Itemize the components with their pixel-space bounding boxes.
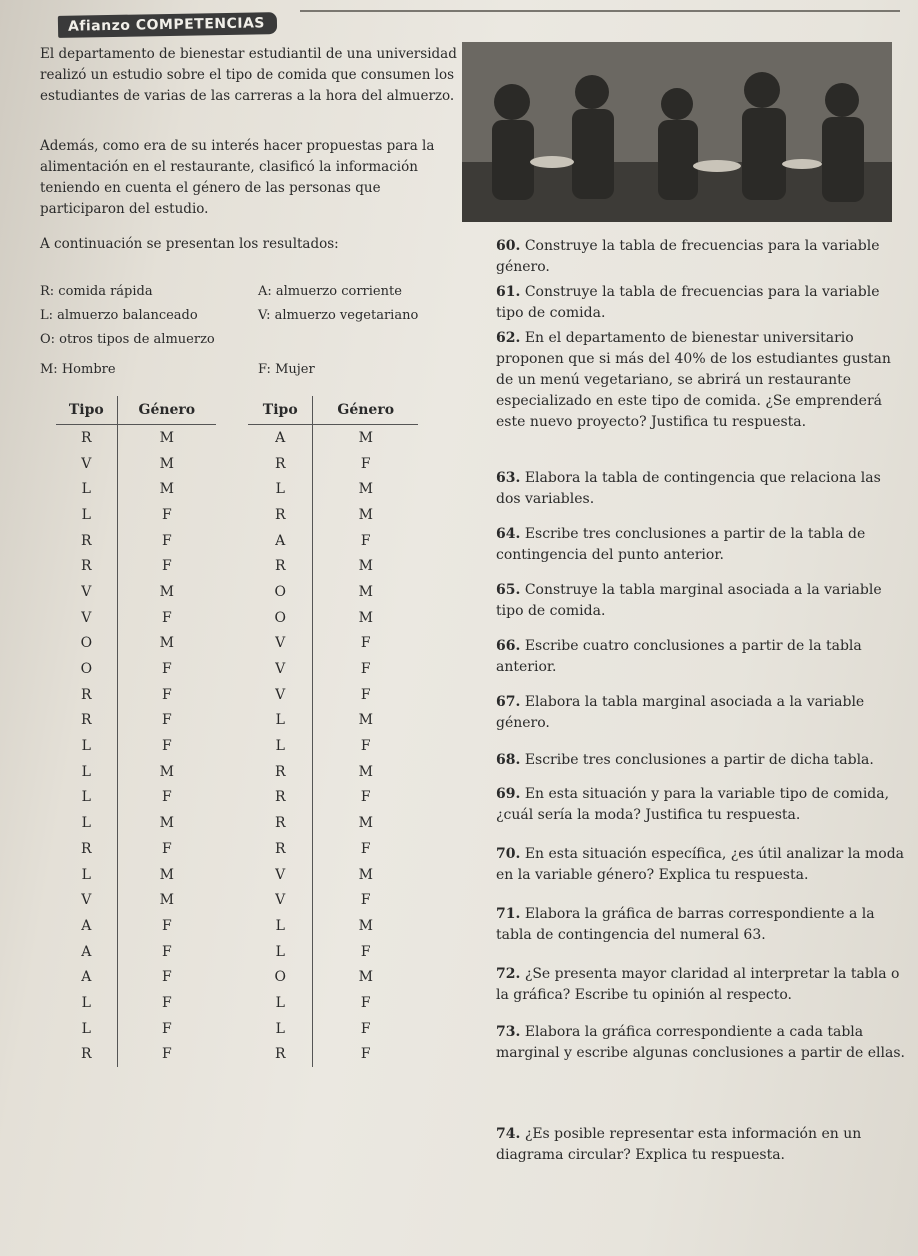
table-row [248,759,418,785]
cell-genero: F [161,994,172,1011]
table-row [248,605,418,631]
table-row [56,656,216,682]
cell-genero: F [161,609,172,626]
cell-tipo: R [56,553,117,579]
cell-genero: F [360,892,371,909]
intro-paragraph-2: Además, como era de su interés hacer propuestas para la alimentación en el restaurante, clasificó la información teniendo en cuenta el género de las personas que participaron del estudio. [40,138,435,217]
table-row [56,733,216,759]
table-row [56,451,216,477]
cell-genero: M [159,892,174,909]
cell-genero: F [360,738,371,755]
cell-tipo: L [248,1016,313,1042]
cell-genero: M [358,917,373,934]
question-63: 63. Elabora la tabla de contingencia que relaciona las dos variables. [496,470,881,507]
cell-genero: F [360,532,371,549]
results-lead: A continuación se presentan los resultados: [40,236,339,252]
table2-header-genero: Género [313,396,418,425]
students-photo [462,42,892,222]
table-row [56,887,216,913]
cell-genero: M [358,763,373,780]
question-72: 72. ¿Se presenta mayor claridad al interpretar la tabla o la gráfica? Escribe tu opinión al respecto. [496,966,900,1003]
question-69: 69. En esta situación y para la variable tipo de comida, ¿cuál sería la moda? Justifica tu respuesta. [496,786,890,823]
table-row [56,502,216,528]
cell-tipo: V [248,682,313,708]
cell-genero: F [161,969,172,986]
cell-genero: M [358,506,373,523]
cell-tipo: V [248,656,313,682]
table-row [56,990,216,1016]
cell-genero: F [360,789,371,806]
table-row [248,476,418,502]
cell-tipo: R [248,1042,313,1068]
table-row [248,502,418,528]
table-row [56,631,216,657]
cell-tipo: O [248,579,313,605]
cell-genero: M [159,815,174,832]
legend-v: V: almuerzo vegetariano [258,308,419,323]
table-row [248,425,418,451]
cell-genero: M [358,583,373,600]
question-67: 67. Elabora la tabla marginal asociada a la variable género. [496,694,865,731]
legend-r: R: comida rápida [40,284,153,299]
cell-genero: M [358,481,373,498]
question-61: 61. Construye la tabla de frecuencias para la variable tipo de comida. [496,284,880,321]
cell-tipo: L [56,1016,117,1042]
table-row [56,553,216,579]
cell-tipo: O [248,605,313,631]
cell-tipo: A [248,528,313,554]
table-row [56,476,216,502]
cell-genero: F [161,532,172,549]
cell-genero: F [161,1046,172,1063]
table-row [248,708,418,734]
table-row [56,862,216,888]
cell-tipo: A [248,425,313,451]
table-row [56,810,216,836]
table-row [56,1016,216,1042]
cell-genero: F [161,712,172,729]
cell-tipo: R [56,708,117,734]
cell-genero: F [360,840,371,857]
data-table-2 [248,396,418,1067]
table-row [248,810,418,836]
cell-genero: M [159,481,174,498]
table-row [248,733,418,759]
cell-genero: F [360,455,371,472]
cell-genero: F [161,917,172,934]
table-row [248,887,418,913]
cell-tipo: L [56,476,117,502]
table-row [248,579,418,605]
cell-genero: M [358,429,373,446]
cell-tipo: R [56,836,117,862]
cell-tipo: R [248,836,313,862]
cell-tipo: L [56,785,117,811]
table-row [56,1042,216,1068]
table-row [56,759,216,785]
table-row [248,553,418,579]
cell-tipo: O [56,631,117,657]
cell-genero: F [360,1046,371,1063]
cell-tipo: V [56,605,117,631]
legend-o: O: otros tipos de almuerzo [40,332,215,347]
table2-header-tipo: Tipo [248,396,313,425]
cell-tipo: V [56,579,117,605]
cell-tipo: L [56,990,117,1016]
cell-tipo: V [248,631,313,657]
cell-genero: M [159,635,174,652]
cell-genero: M [358,969,373,986]
data-table-1 [56,396,216,1067]
cell-tipo: L [248,939,313,965]
cell-genero: M [159,583,174,600]
cell-genero: F [360,635,371,652]
question-64: 64. Escribe tres conclusiones a partir de la tabla de contingencia del punto anterior. [496,526,866,563]
cell-genero: F [161,661,172,678]
cell-tipo: L [56,810,117,836]
cell-tipo: L [56,733,117,759]
cell-tipo: R [248,553,313,579]
cell-tipo: L [56,862,117,888]
question-66: 66. Escribe cuatro conclusiones a partir de la tabla anterior. [496,638,862,675]
table-row [56,964,216,990]
cell-tipo: V [248,887,313,913]
question-68: 68. Escribe tres conclusiones a partir de dicha tabla. [496,752,874,768]
intro-paragraph-1: El departamento de bienestar estudiantil de una universidad realizó un estudio sobre el tipo de comida que consumen los estudiantes de varias de las carreras a la hora del almuerzo. [40,46,457,104]
cell-genero: F [161,738,172,755]
cell-tipo: R [248,759,313,785]
cell-tipo: R [248,451,313,477]
table-row [248,964,418,990]
table-row [56,785,216,811]
cell-genero: F [161,789,172,806]
cell-tipo: V [56,887,117,913]
cell-genero: M [358,815,373,832]
table-row [248,528,418,554]
cell-tipo: R [56,528,117,554]
table-row [248,656,418,682]
cell-tipo: L [248,990,313,1016]
legend-m: M: Hombre [40,362,116,377]
cell-genero: F [161,1020,172,1037]
table-row [248,836,418,862]
cell-tipo: R [248,785,313,811]
cell-tipo: A [56,913,117,939]
table1-header-genero: Género [117,396,216,425]
cell-tipo: R [56,682,117,708]
question-74: 74. ¿Es posible representar esta información en un diagrama circular? Explica tu respuesta. [496,1126,862,1163]
legend-f: F: Mujer [258,362,315,377]
cell-genero: F [161,943,172,960]
table-row [248,451,418,477]
cell-genero: F [161,506,172,523]
table-row [56,708,216,734]
cell-genero: M [159,866,174,883]
cell-genero: M [159,763,174,780]
table-row [248,1042,418,1068]
table-row [248,785,418,811]
cell-tipo: O [56,656,117,682]
table-row [248,990,418,1016]
cell-tipo: O [248,964,313,990]
cell-tipo: V [248,862,313,888]
cell-genero: M [358,712,373,729]
cell-genero: F [360,943,371,960]
cell-tipo: A [56,939,117,965]
cell-tipo: R [56,1042,117,1068]
cell-tipo: L [248,708,313,734]
cell-tipo: L [248,733,313,759]
table-row [248,913,418,939]
cell-genero: F [360,994,371,1011]
cell-genero: M [159,455,174,472]
table-row [56,579,216,605]
cell-genero: F [360,686,371,703]
legend-l: L: almuerzo balanceado [40,308,198,323]
cell-genero: F [360,661,371,678]
section-banner: Afianzo COMPETENCIAS [58,12,277,38]
cell-tipo: V [56,451,117,477]
cell-genero: F [161,686,172,703]
top-rule [300,10,900,12]
table-row [56,913,216,939]
cell-tipo: A [56,964,117,990]
table-row [56,939,216,965]
cell-tipo: L [56,502,117,528]
question-62: 62. En el departamento de bienestar universitario proponen que si más del 40% de los estudiantes gustan de un menú vegetariano, se abrirá un restaurante especializado en este tipo de comida. ¿Se emprenderá este nuevo proyecto? Justifica tu respuesta. [496,330,891,430]
cell-genero: F [161,840,172,857]
table-row [248,1016,418,1042]
table-row [56,682,216,708]
table-row [56,425,216,451]
cell-genero: F [161,558,172,575]
question-71: 71. Elabora la gráfica de barras correspondiente a la tabla de contingencia del numeral 63. [496,906,875,943]
cell-genero: M [358,558,373,575]
cell-tipo: L [56,759,117,785]
question-60: 60. Construye la tabla de frecuencias para la variable género. [496,238,880,275]
table1-header-tipo: Tipo [56,396,117,425]
table-row [56,605,216,631]
question-70: 70. En esta situación específica, ¿es útil analizar la moda en la variable género? Explica tu respuesta. [496,846,905,883]
table-row [56,836,216,862]
cell-genero: M [159,429,174,446]
cell-tipo: L [248,476,313,502]
cell-genero: M [358,866,373,883]
question-65: 65. Construye la tabla marginal asociada a la variable tipo de comida. [496,582,882,619]
cell-tipo: R [56,425,117,451]
table-row [248,682,418,708]
cell-genero: M [358,609,373,626]
cell-tipo: L [248,913,313,939]
legend-a: A: almuerzo corriente [258,284,402,299]
question-73: 73. Elabora la gráfica correspondiente a cada tabla marginal y escribe algunas conclusiones a partir de ellas. [496,1024,905,1061]
cell-tipo: R [248,810,313,836]
cell-genero: F [360,1020,371,1037]
table-row [248,939,418,965]
cell-tipo: R [248,502,313,528]
table-row [248,862,418,888]
table-row [56,528,216,554]
table-row [248,631,418,657]
